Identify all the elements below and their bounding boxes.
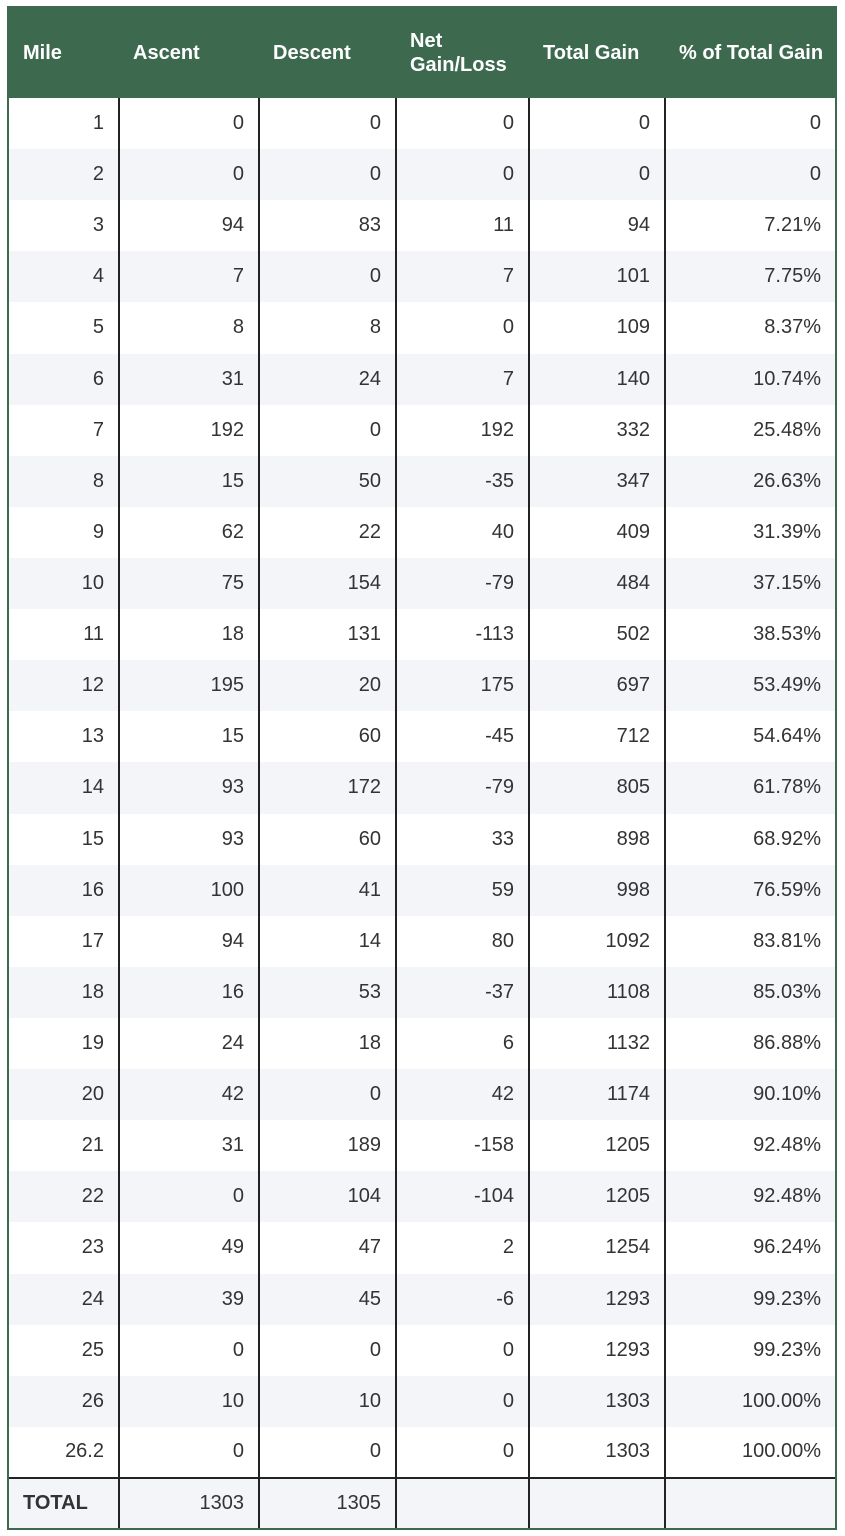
- cell-ascent: 0: [119, 1325, 259, 1376]
- table-row: [9, 660, 835, 711]
- cell-percent-of-total-gain: 99.23%: [665, 1274, 835, 1325]
- cell-net-gain-loss: 80: [396, 916, 529, 967]
- cell-percent-of-total-gain: 10.74%: [665, 354, 835, 405]
- cell-ascent: 62: [119, 507, 259, 558]
- table-row: [9, 609, 835, 660]
- total-descent: 1305: [259, 1478, 396, 1528]
- header-row: [9, 8, 835, 98]
- cell-descent: 83: [259, 200, 396, 251]
- cell-total-gain: 712: [529, 711, 665, 762]
- cell-net-gain-loss: 0: [396, 1325, 529, 1376]
- cell-ascent: 0: [119, 1171, 259, 1222]
- cell-ascent: 16: [119, 967, 259, 1018]
- table-row: [9, 967, 835, 1018]
- cell-ascent: 94: [119, 916, 259, 967]
- cell-mile: 14: [9, 762, 119, 813]
- cell-mile: 22: [9, 1171, 119, 1222]
- cell-descent: 22: [259, 507, 396, 558]
- cell-percent-of-total-gain: 38.53%: [665, 609, 835, 660]
- table-row: [9, 200, 835, 251]
- cell-mile: 26.2: [65, 1440, 104, 1463]
- cell-percent-of-total-gain: 92.48%: [665, 1120, 835, 1171]
- cell-net-gain-loss: 33: [396, 814, 529, 865]
- cell-percent-of-total-gain: 26.63%: [665, 456, 835, 507]
- cell-ascent: 15: [119, 456, 259, 507]
- total-label: TOTAL: [9, 1478, 119, 1528]
- cell-total-gain: 1174: [529, 1069, 665, 1120]
- cell-total-gain: 697: [529, 660, 665, 711]
- total-net-gain-loss: [396, 1478, 529, 1528]
- cell-descent: 60: [259, 711, 396, 762]
- cell-mile: 9: [92, 520, 104, 543]
- cell-net-gain-loss: -35: [396, 456, 529, 507]
- cell-ascent: 49: [119, 1222, 259, 1273]
- cell-mile: 13: [81, 725, 104, 748]
- header-mile: Mile: [9, 8, 119, 98]
- total-ascent: 1303: [119, 1478, 259, 1528]
- cell-net-gain-loss: 0: [396, 1427, 529, 1478]
- cell-total-gain: 140: [529, 354, 665, 405]
- cell-ascent: 18: [119, 609, 259, 660]
- cell-descent: 104: [259, 1171, 396, 1222]
- cell-percent-of-total-gain: 76.59%: [665, 865, 835, 916]
- cell-net-gain-loss: 192: [396, 405, 529, 456]
- cell-descent: 60: [259, 814, 396, 865]
- cell-net-gain-loss: -104: [396, 1171, 529, 1222]
- table-row: [9, 456, 835, 507]
- cell-total-gain: 1205: [529, 1171, 665, 1222]
- cell-total-gain: 0: [529, 149, 665, 200]
- table-row: [9, 762, 835, 813]
- cell-mile: 19: [81, 1032, 104, 1055]
- cell-total-gain: 109: [529, 302, 665, 353]
- cell-net-gain-loss: -79: [396, 558, 529, 609]
- cell-total-gain: 805: [529, 762, 665, 813]
- cell-percent-of-total-gain: 100.00%: [665, 1376, 835, 1427]
- cell-net-gain-loss: 6: [396, 1018, 529, 1069]
- table-row: [9, 865, 835, 916]
- cell-mile: 18: [9, 967, 119, 1018]
- cell-ascent: 42: [119, 1069, 259, 1120]
- cell-ascent: 75: [119, 558, 259, 609]
- table-row: [9, 354, 835, 405]
- cell-net-gain-loss: 59: [396, 865, 529, 916]
- cell-percent-of-total-gain: 86.88%: [665, 1018, 835, 1069]
- cell-descent: 20: [259, 660, 396, 711]
- cell-mile: 7: [92, 418, 104, 441]
- cell-descent: 14: [259, 916, 396, 967]
- cell-descent: 47: [259, 1222, 396, 1273]
- cell-total-gain: 409: [529, 507, 665, 558]
- cell-total-gain: 1108: [529, 967, 665, 1018]
- cell-descent: 50: [259, 456, 396, 507]
- cell-ascent: 93: [119, 762, 259, 813]
- cell-net-gain-loss: 11: [396, 200, 529, 251]
- cell-ascent: 0: [119, 98, 259, 149]
- cell-total-gain: 94: [529, 200, 665, 251]
- cell-percent-of-total-gain: 54.64%: [665, 711, 835, 762]
- cell-total-gain: 0: [529, 98, 665, 149]
- table-row: [9, 1222, 835, 1273]
- cell-descent: 8: [259, 302, 396, 353]
- cell-descent: 41: [259, 865, 396, 916]
- cell-ascent: 31: [119, 354, 259, 405]
- cell-mile: 2: [9, 149, 119, 200]
- table-row: [9, 507, 835, 558]
- total-row: [9, 1478, 835, 1528]
- cell-percent-of-total-gain: 96.24%: [665, 1222, 835, 1273]
- cell-mile: 12: [9, 660, 119, 711]
- cell-total-gain: 1092: [529, 916, 665, 967]
- cell-ascent: 93: [119, 814, 259, 865]
- cell-net-gain-loss: 7: [396, 354, 529, 405]
- cell-percent-of-total-gain: 8.37%: [665, 302, 835, 353]
- header-net-gain-loss: Net Gain/Loss: [396, 8, 529, 98]
- cell-net-gain-loss: 0: [396, 1376, 529, 1427]
- cell-mile: 15: [81, 827, 104, 850]
- table-row: [9, 1376, 835, 1427]
- cell-net-gain-loss: 42: [396, 1069, 529, 1120]
- cell-descent: 18: [259, 1018, 396, 1069]
- cell-net-gain-loss: -45: [396, 711, 529, 762]
- cell-mile: 10: [9, 558, 119, 609]
- cell-mile: 3: [92, 214, 104, 237]
- table-row: [9, 1274, 835, 1325]
- cell-net-gain-loss: -113: [396, 609, 529, 660]
- cell-percent-of-total-gain: 61.78%: [665, 762, 835, 813]
- header-ascent: Ascent: [119, 8, 259, 98]
- cell-ascent: 24: [119, 1018, 259, 1069]
- cell-mile: 17: [81, 929, 104, 952]
- cell-ascent: 7: [119, 251, 259, 302]
- table-row: [9, 1018, 835, 1069]
- table-row: [9, 711, 835, 762]
- table-row: [9, 558, 835, 609]
- cell-percent-of-total-gain: 99.23%: [665, 1325, 835, 1376]
- cell-mile: 5: [92, 316, 104, 339]
- cell-percent-of-total-gain: 0: [665, 98, 835, 149]
- cell-descent: 154: [259, 558, 396, 609]
- cell-net-gain-loss: 0: [396, 98, 529, 149]
- cell-total-gain: 1293: [529, 1274, 665, 1325]
- cell-percent-of-total-gain: 83.81%: [665, 916, 835, 967]
- cell-total-gain: 1293: [529, 1325, 665, 1376]
- cell-total-gain: 1205: [529, 1120, 665, 1171]
- table-body: [9, 98, 835, 1478]
- cell-descent: 172: [259, 762, 396, 813]
- table-row: [9, 1171, 835, 1222]
- cell-ascent: 0: [119, 149, 259, 200]
- cell-ascent: 15: [119, 711, 259, 762]
- table-row: [9, 251, 835, 302]
- cell-mile: 16: [9, 865, 119, 916]
- cell-percent-of-total-gain: 100.00%: [665, 1427, 835, 1478]
- table-row: [9, 1325, 835, 1376]
- cell-net-gain-loss: -37: [396, 967, 529, 1018]
- cell-percent-of-total-gain: 25.48%: [665, 405, 835, 456]
- table-row: [9, 149, 835, 200]
- cell-mile: 26: [9, 1376, 119, 1427]
- cell-net-gain-loss: 175: [396, 660, 529, 711]
- cell-ascent: 195: [119, 660, 259, 711]
- cell-net-gain-loss: 2: [396, 1222, 529, 1273]
- header-total-gain: Total Gain: [529, 8, 665, 98]
- cell-total-gain: 101: [529, 251, 665, 302]
- cell-ascent: 31: [119, 1120, 259, 1171]
- cell-total-gain: 898: [529, 814, 665, 865]
- table-row: [9, 916, 835, 967]
- table-row: [9, 1069, 835, 1120]
- cell-percent-of-total-gain: 7.75%: [665, 251, 835, 302]
- cell-net-gain-loss: 7: [396, 251, 529, 302]
- cell-percent-of-total-gain: 90.10%: [665, 1069, 835, 1120]
- cell-total-gain: 1303: [529, 1427, 665, 1478]
- cell-descent: 0: [259, 405, 396, 456]
- cell-descent: 0: [259, 149, 396, 200]
- table-row: [9, 814, 835, 865]
- cell-descent: 53: [259, 967, 396, 1018]
- cell-mile: 1: [92, 112, 104, 135]
- cell-mile: 25: [81, 1338, 104, 1361]
- cell-descent: 45: [259, 1274, 396, 1325]
- cell-percent-of-total-gain: 31.39%: [665, 507, 835, 558]
- cell-ascent: 39: [119, 1274, 259, 1325]
- cell-descent: 0: [259, 98, 396, 149]
- cell-mile: 8: [9, 456, 119, 507]
- cell-percent-of-total-gain: 7.21%: [665, 200, 835, 251]
- cell-descent: 0: [259, 1325, 396, 1376]
- cell-descent: 189: [259, 1120, 396, 1171]
- cell-descent: 0: [259, 1069, 396, 1120]
- table-row: [9, 1120, 835, 1171]
- cell-mile: 20: [9, 1069, 119, 1120]
- cell-ascent: 10: [119, 1376, 259, 1427]
- cell-percent-of-total-gain: 53.49%: [665, 660, 835, 711]
- cell-mile: 21: [81, 1134, 104, 1157]
- cell-mile: 6: [9, 354, 119, 405]
- cell-percent-of-total-gain: 37.15%: [665, 558, 835, 609]
- cell-descent: 24: [259, 354, 396, 405]
- cell-total-gain: 1132: [529, 1018, 665, 1069]
- cell-ascent: 100: [119, 865, 259, 916]
- elevation-table-container: [7, 6, 837, 1530]
- table-row: [9, 98, 835, 149]
- cell-percent-of-total-gain: 85.03%: [665, 967, 835, 1018]
- table-row: [9, 302, 835, 353]
- cell-percent-of-total-gain: 0: [665, 149, 835, 200]
- cell-ascent: 0: [119, 1427, 259, 1478]
- cell-mile: 24: [9, 1274, 119, 1325]
- cell-total-gain: 1254: [529, 1222, 665, 1273]
- cell-descent: 10: [259, 1376, 396, 1427]
- cell-ascent: 192: [119, 405, 259, 456]
- cell-total-gain: 332: [529, 405, 665, 456]
- cell-net-gain-loss: -158: [396, 1120, 529, 1171]
- cell-net-gain-loss: 40: [396, 507, 529, 558]
- cell-descent: 0: [259, 1427, 396, 1478]
- cell-total-gain: 347: [529, 456, 665, 507]
- cell-percent-of-total-gain: 92.48%: [665, 1171, 835, 1222]
- table-row: [9, 1427, 835, 1478]
- elevation-table: [9, 8, 835, 1528]
- cell-ascent: 94: [119, 200, 259, 251]
- header-percent-of-total-gain: % of Total Gain: [665, 8, 835, 98]
- cell-total-gain: 502: [529, 609, 665, 660]
- cell-net-gain-loss: -79: [396, 762, 529, 813]
- cell-percent-of-total-gain: 68.92%: [665, 814, 835, 865]
- cell-total-gain: 998: [529, 865, 665, 916]
- cell-net-gain-loss: -6: [396, 1274, 529, 1325]
- cell-descent: 131: [259, 609, 396, 660]
- cell-ascent: 8: [119, 302, 259, 353]
- cell-mile: 23: [81, 1236, 104, 1259]
- header-descent: Descent: [259, 8, 396, 98]
- cell-mile: 4: [9, 251, 119, 302]
- cell-net-gain-loss: 0: [396, 149, 529, 200]
- cell-total-gain: 484: [529, 558, 665, 609]
- total-percent: [665, 1478, 835, 1528]
- total-total-gain: [529, 1478, 665, 1528]
- table-row: [9, 405, 835, 456]
- cell-mile: 11: [83, 623, 104, 646]
- cell-total-gain: 1303: [529, 1376, 665, 1427]
- cell-descent: 0: [259, 251, 396, 302]
- cell-net-gain-loss: 0: [396, 302, 529, 353]
